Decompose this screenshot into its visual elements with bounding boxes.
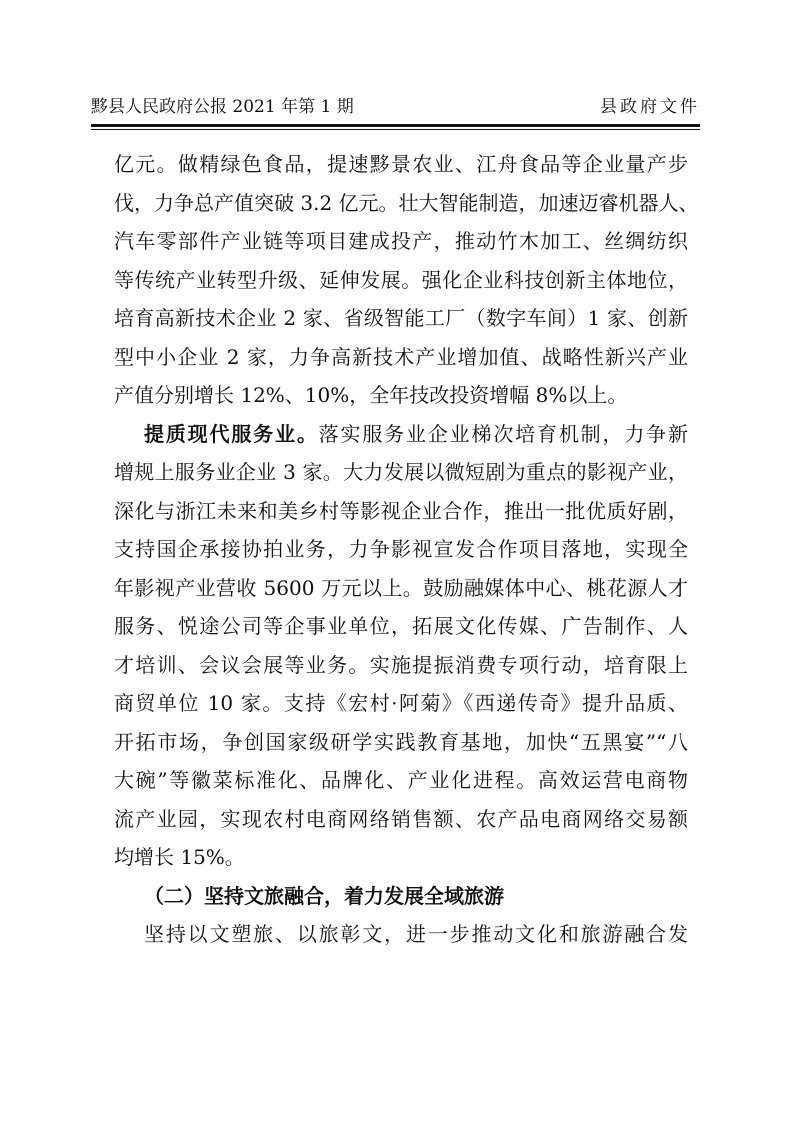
text-line: 培育高新技术企业 2 家、省级智能工厂（数字车间）1 家、创新 bbox=[114, 306, 688, 330]
page-header bbox=[91, 94, 700, 120]
paragraph-lead: 提质现代服务业。 bbox=[144, 421, 319, 446]
text-line: 亿元。做精绿色食品，提速黟景农业、江舟食品等企业量产步 bbox=[114, 152, 688, 176]
text-line: 增规上服务业企业 3 家。大力发展以微短剧为重点的影视产业， bbox=[114, 460, 688, 484]
bulletin-title: 黟县人民政府公报 2021 年第 1 期 bbox=[91, 97, 354, 117]
text-line: 伐，力争总产值突破 3.2 亿元。壮大智能制造，加速迈睿机器人、 bbox=[114, 190, 699, 215]
section-label: 县政府文件 bbox=[600, 97, 700, 117]
text-line: 支持国企承接协拍业务，力争影视宣发合作项目落地，实现全 bbox=[114, 537, 688, 561]
text-line: 才培训、会议会展等业务。实施提振消费专项行动，培育限上 bbox=[114, 652, 688, 677]
section-heading: （二）坚持文旅融合，着力发展全域旅游 bbox=[144, 883, 504, 908]
paragraph-1 bbox=[114, 145, 699, 415]
text-line: 等传统产业转型升级、延伸发展。强化企业科技创新主体地位， bbox=[114, 267, 688, 292]
text-line: 年影视产业营收 5600 万元以上。鼓励融媒体中心、桃花源人才 bbox=[114, 575, 688, 600]
paragraph-lead-rest: 落实服务业企业梯次培育机制，力争新 bbox=[318, 421, 689, 446]
text-line: 开拓市场，争创国家级研学实践教育基地，加快“五黑宴”“八 bbox=[114, 729, 688, 754]
text-line: 商贸单位 10 家。支持《宏村·阿菊》《西递传奇》提升品质、 bbox=[114, 691, 688, 715]
text-line: 产值分别增长 12%、10%，全年技改投资增幅 8%以上。 bbox=[114, 383, 628, 407]
text-line: 型中小企业 2 家，力争高新技术产业增加值、战略性新兴产业 bbox=[114, 344, 688, 369]
paragraph-3 bbox=[114, 915, 688, 954]
text-line: 流产业园，实现农村电商网络销售额、农产品电商网络交易额 bbox=[114, 806, 688, 831]
paragraph-2 bbox=[114, 415, 688, 877]
document-body bbox=[114, 145, 699, 954]
text-line: 深化与浙江未来和美乡村等影视企业合作，推出一批优质好剧， bbox=[114, 498, 688, 523]
header-rule-thick bbox=[91, 124, 700, 127]
text-line: 坚持以文塑旅、以旅彰文，进一步推动文化和旅游融合发 bbox=[144, 922, 688, 946]
text-line: 汽车零部件产业链等项目建成投产，推动竹木加工、丝绸纺织 bbox=[114, 229, 688, 253]
text-line: 服务、悦途公司等企事业单位，拓展文化传媒、广告制作、人 bbox=[114, 614, 688, 638]
text-line: 均增长 15%。 bbox=[114, 845, 245, 869]
text-line bbox=[114, 415, 688, 454]
header-rule-thin bbox=[91, 129, 700, 130]
text-line: 大碗”等徽菜标准化、品牌化、产业化进程。高效运营电商物 bbox=[114, 768, 688, 792]
